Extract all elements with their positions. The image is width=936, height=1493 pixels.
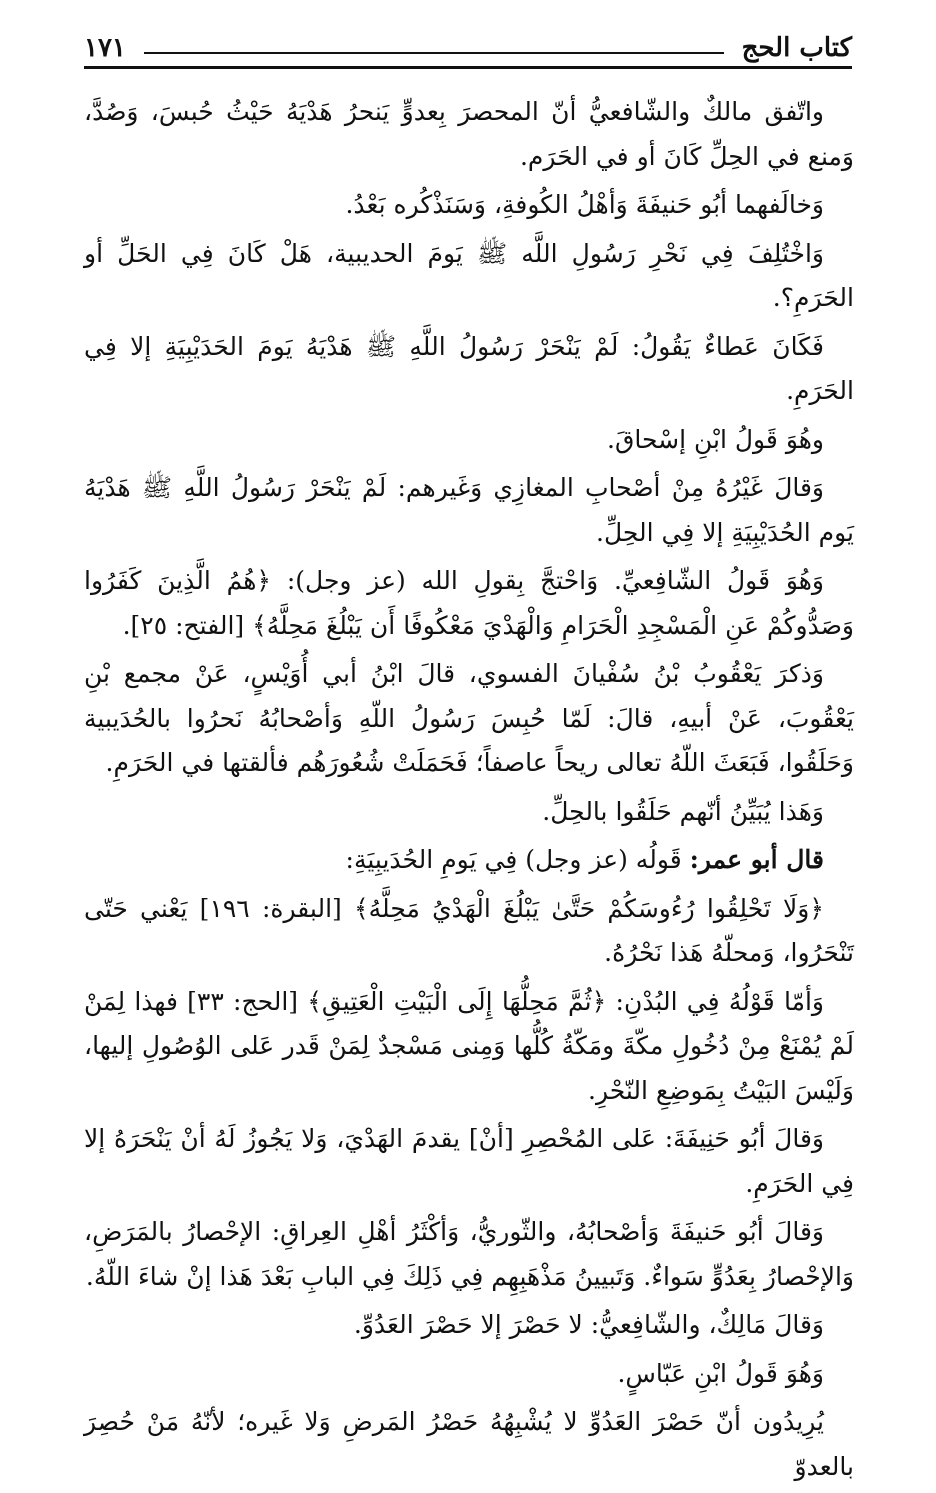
paragraph: وَقالَ أبُو حَنِيفَةَ: عَلى المُحْصِرِ [أنْ] يقدمَ الهَدْيَ، وَلا يَجُوزُ لَهُ أنْ يَنْحَرَهُ إلا فِي الحَرَمِ. (84, 1124, 854, 1198)
paragraph: وَهُوَ قَولُ ابْنِ عَبّاسٍ. (617, 1358, 824, 1388)
paragraph: وَخالَفهما أبُو حَنيفَةَ وَأهْلُ الكُوفةِ، وَسَنَذْكُره بَعْدُ. (345, 190, 824, 219)
paragraph: وهُوَ قَولُ ابْنِ إسْحاقَ. (607, 424, 824, 454)
paragraph: وَهَذا يُبَيِّنُ أنّهم حَلَقُوا بالحِلِّ. (542, 796, 824, 826)
paragraph: وَقالَ مَالِكٌ، والشّافِعيُّ: لا حَصْرَ إلا حَصْرَ العَدُوِّ. (353, 1310, 824, 1339)
paragraph: وَقالَ أبُو حَنيفَةَ وَأصْحابُهُ، والثّوريُّ، وَأكْثَرُ أهْلِ العِراقِ: الإحْصارُ بالمَرَضِ، وَالإحْصارُ بِعَدُوٍّ سَواءٌ. وَتَبيينُ مَذْهَبِهِم فِي ذَلِكَ فِي البابِ بَعْدَ هَذا إنْ شاءَ اللّهُ. (84, 1217, 854, 1291)
paragraph: واتّفق مالكٌ والشّافعيُّ أنّ المحصرَ بِعدوٍّ يَنحرُ هَدْيَهُ حَيْثُ حُبسَ، وَصُدَّ، وَمنع في الحِلِّ كَانَ أو في الحَرَم. (84, 97, 854, 171)
paragraph: وَذكرَ يَعْقُوبُ بْنُ سُفْيانَ الفسوي، قالَ ابْنُ أبي أُوَيْسٍ، عَنْ مجمع بْنِ يَعْقُوبَ، عَنْ أبيهِ، قالَ: لَمّا حُبِسَ رَسُولُ اللّهِ وَأصْحابُهُ نَحرُوا بالحُدَيبية وَحَلَقُوا، فَبَعَثَ اللّهُ تعالى ريحاً عاصفاً؛ فَحَمَلَتْ شُعُورَهُم فألقتها في الحَرَمِ. (84, 659, 854, 777)
speaker-label: قال أبو عمر: (689, 845, 824, 874)
paragraph: وَقالَ غَيْرُهُ مِنْ أصْحابِ المغازِي وَغَيرهم: لَمْ يَنْحَرْ رَسُولُ اللَّهِ ﷺ هَدْيَهُ يَوم الحُدَيْبِيَةِ إلا فِي الحِلِّ. (84, 473, 854, 547)
paragraph: فَكَانَ عَطاءٌ يَقُولُ: لَمْ يَنْحَرْ رَسُولُ اللَّهِ ﷺ هَدْيَهُ يَومَ الحَدَيْبِيَةِ إلا فِي الحَرَمِ. (84, 331, 854, 405)
paragraph: ﴿وَلَا تَحْلِقُوا رُءُوسَكُمْ حَتَّىٰ يَبْلُغَ الْهَدْيُ مَحِلَّهُ﴾ [البقرة: ١٩٦] يَعْني حَتّى تَنْحَرُوا، وَمحلّهُ هَذا نَحْرُهُ. (84, 893, 854, 967)
paragraph: قال أبو عمر: قَولُه (عز وجل) فِي يَومِ الحُدَيبِيَةِ: (345, 845, 824, 874)
running-header (84, 18, 852, 68)
paragraph: وَهُوَ قَولُ الشّافِعيِّ. وَاحْتجَّ بِقولِ الله (عز وجل): ﴿هُمُ الَّذِينَ كَفَرُوا وَصَدُّوكُمْ عَنِ الْمَسْجِدِ الْحَرَامِ وَالْهَدْيَ مَعْكُوفًا أَن يَبْلُغَ مَحِلَّهُ﴾ [الفتح: ٢٥]. (84, 566, 854, 640)
chapter-title: كتاب الحج (741, 33, 852, 63)
paragraph: وَاخْتُلِفَ فِي نَحْرِ رَسُولِ اللَّه ﷺ يَومَ الحديبية، هَلْ كَانَ فِي الحَلِّ أو الحَرَمِ؟. (84, 238, 854, 312)
header-rule (144, 52, 724, 54)
paragraph: وَأمّا قَوْلُهُ فِي البُدْنِ: ﴿ثُمَّ مَحِلُّهَا إِلَى الْبَيْتِ الْعَتِيقِ﴾ [الحج: ٣٣] فهذا لِمَنْ لَمْ يُمْنَعْ مِنْ دُخُولِ مكّةَ ومَكّةُ كُلُّها وَمِنى مَسْجدٌ لِمَنْ قَدر عَلى الوُصُولِ إليها، وَلَيْسَ البَيْتُ بِمَوضِعِ النّحْرِ. (84, 986, 854, 1105)
page-number: ١٧١ (84, 33, 126, 63)
page-body (84, 90, 854, 1493)
header-divider (84, 66, 852, 69)
paragraph: يُرِيدُون أنّ حَصْرَ العَدُوِّ لا يُشْبِهُهُ حَصْرُ المَرضِ وَلا غَيره؛ لأنّهُ مَنْ حُصِرَ بالعدوّ (84, 1407, 854, 1481)
